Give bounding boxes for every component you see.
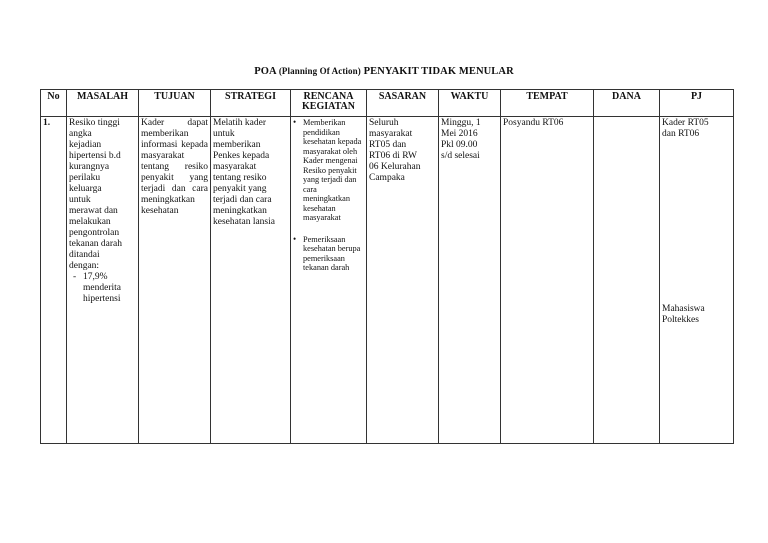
header-pj: PJ	[660, 90, 734, 117]
cell-tempat: Posyandu RT06	[501, 117, 594, 444]
header-no: No	[41, 90, 67, 117]
rencana-list	[293, 118, 364, 273]
cell-waktu: Minggu, 1 Mei 2016 Pkl 09.00 s/d selesai	[439, 117, 501, 444]
masalah-sub-text: 17,9% menderita hipertensi	[83, 272, 121, 304]
masalah-sub-item	[69, 272, 136, 305]
title-rest: PENYAKIT TIDAK MENULAR	[363, 66, 514, 77]
cell-pj	[660, 117, 734, 444]
header-tujuan: TUJUAN	[139, 90, 211, 117]
header-sasaran: SASARAN	[367, 90, 439, 117]
header-dana: DANA	[594, 90, 660, 117]
cell-no: 1.	[41, 117, 67, 444]
header-tempat: TEMPAT	[501, 90, 594, 117]
title-prefix: POA	[254, 66, 277, 77]
rencana-item-2: Pemeriksaan kesehatan berupa pemeriksaan tekanan darah	[303, 234, 361, 272]
cell-tujuan: Kader dapat memberikan informasi kepada masyarakat tentang resiko penyakit yang terjadi dan cara meningkatkan kesehatan	[139, 117, 211, 444]
cell-dana	[594, 117, 660, 444]
pj-2: Mahasiswa Poltekkes	[662, 304, 705, 325]
header-waktu: WAKTU	[439, 90, 501, 117]
cell-rencana-kegiatan	[291, 117, 367, 444]
header-rencana-kegiatan: RENCANA KEGIATAN	[291, 90, 367, 117]
list-item	[293, 235, 364, 273]
title-paren: (Planning Of Action)	[278, 66, 361, 76]
document-title	[0, 66, 768, 77]
header-row	[41, 90, 734, 117]
pj-1: Kader RT05 dan RT06	[662, 118, 709, 139]
bullet-icon: •	[293, 233, 297, 244]
bullet-icon: •	[293, 117, 297, 127]
cell-strategi: Melatih kader untuk memberikan Penkes kepada masyarakat tentang resiko penyakit yang terjadi dan cara meningkatkan kesehatan lansia	[211, 117, 291, 444]
table-row	[41, 117, 734, 444]
dash-marker: -	[73, 272, 77, 282]
header-strategi: STRATEGI	[211, 90, 291, 117]
header-masalah: MASALAH	[67, 90, 139, 117]
poa-table	[40, 89, 734, 444]
cell-sasaran: Seluruh masyarakat RT05 dan RT06 di RW 06 Kelurahan Campaka	[367, 117, 439, 444]
masalah-text: Resiko tinggi angka kejadian hipertensi b.d kurangnya perilaku keluarga untuk merawat dan melakukan pengontrolan tekanan darah ditandai dengan:	[69, 118, 123, 271]
cell-masalah	[67, 117, 139, 444]
list-item	[293, 118, 364, 223]
rencana-item-1: Memberikan pendidikan kesehatan kepada masyarakat oleh Kader mengenai Resiko penyakit yang terjadi dan cara meningkatkan kesehatan masyarakat	[303, 118, 362, 222]
